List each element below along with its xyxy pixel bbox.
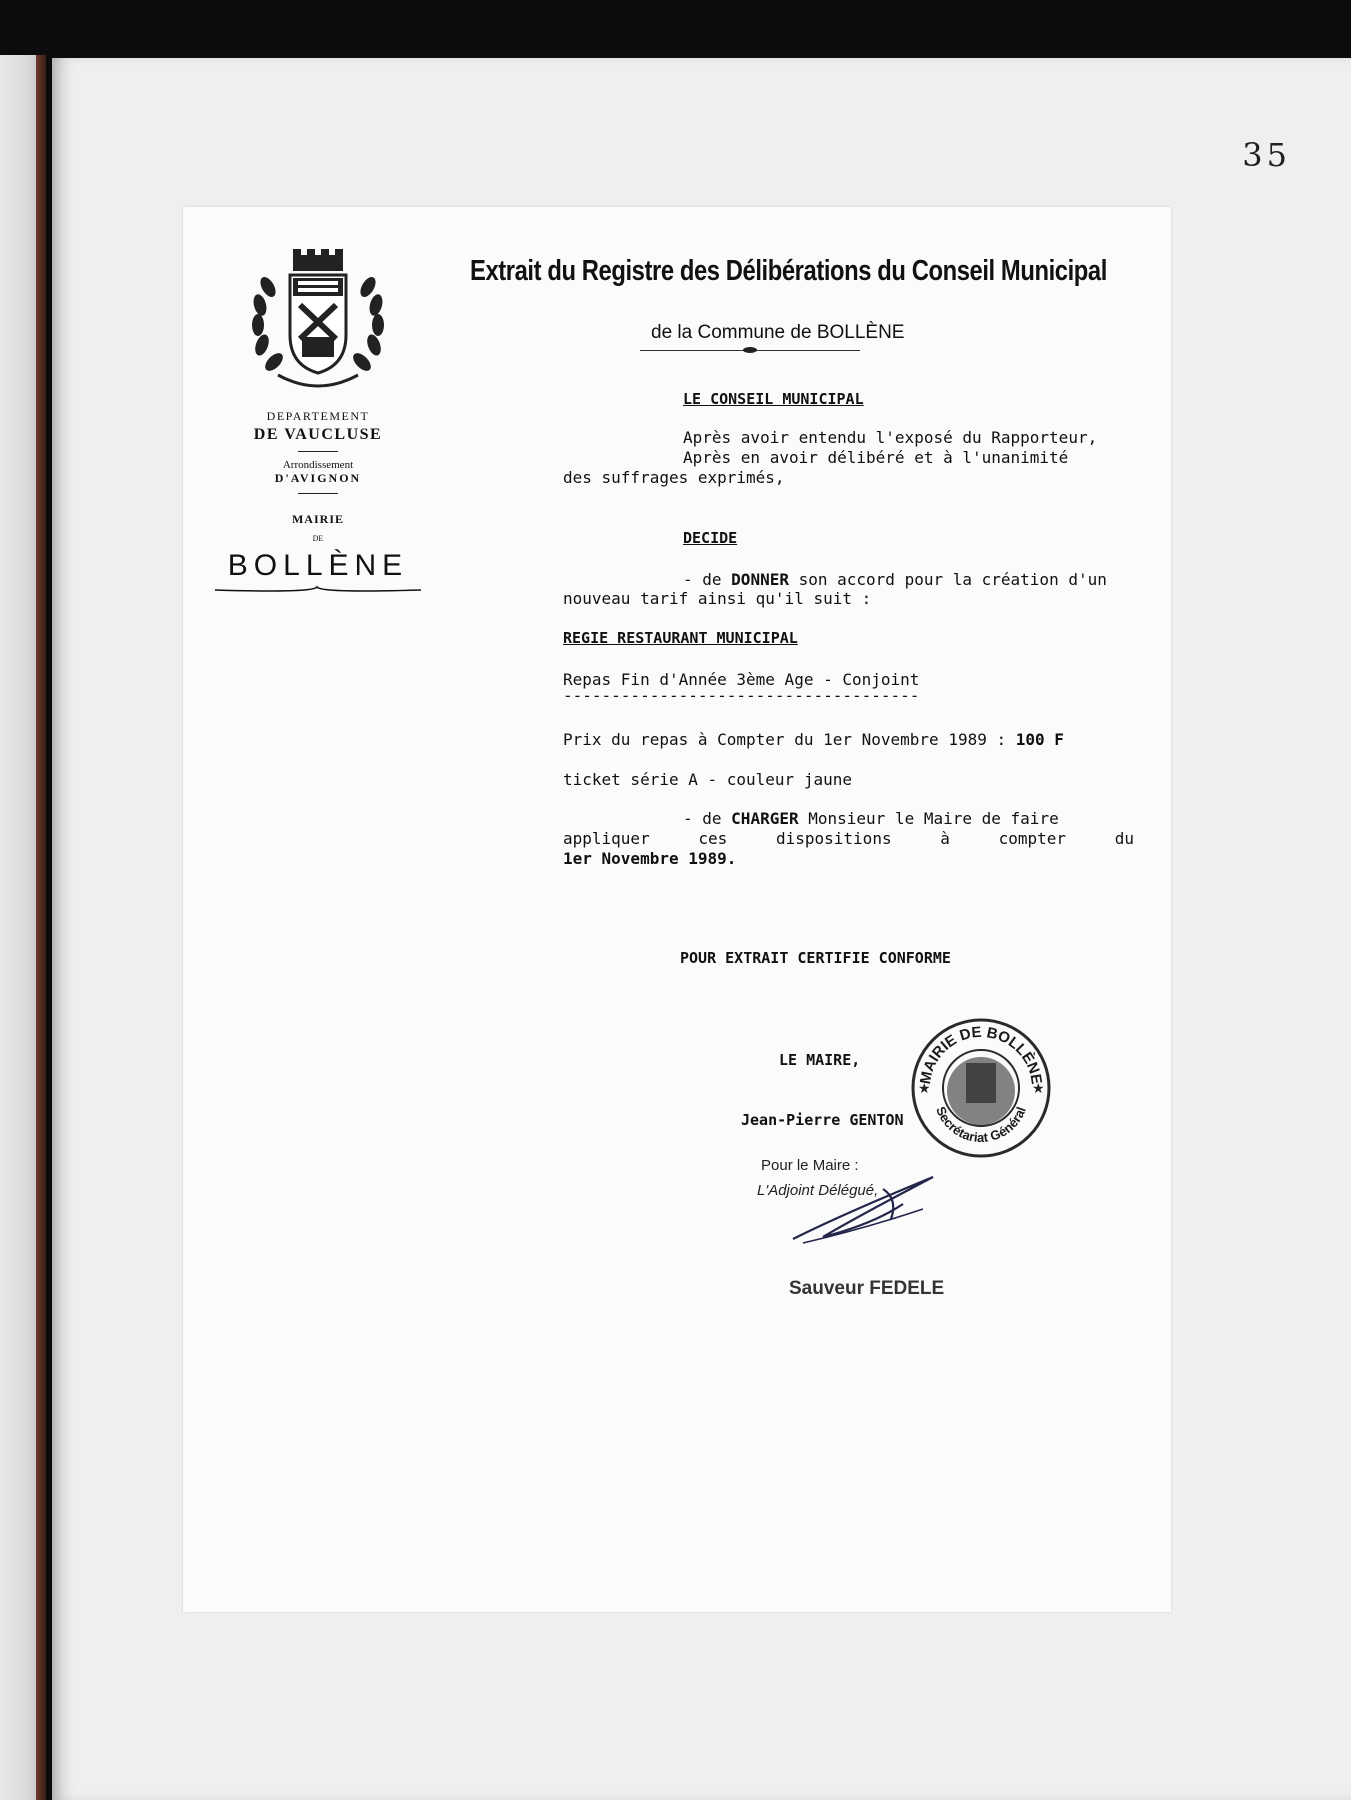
item2-line: appliquer ces dispositions à compter du	[563, 829, 1134, 848]
meal-underline: -------------------------------------	[563, 686, 920, 705]
official-stamp	[906, 1013, 1056, 1163]
mairie-label: MAIRIE	[291, 512, 344, 526]
certified-line: POUR EXTRAIT CERTIFIE CONFORME	[680, 949, 951, 967]
binder-edge	[0, 55, 40, 1800]
regie-heading: REGIE RESTAURANT MUNICIPAL	[563, 629, 798, 647]
item1-verb: DONNER	[731, 570, 789, 589]
price-text: Prix du repas à Compter du 1er Novembre 1989 :	[563, 730, 1007, 749]
pour-le-maire: Pour le Maire :	[761, 1157, 859, 1174]
department-label: DEPARTEMENT	[266, 409, 370, 423]
mayor-name: Jean-Pierre GENTON	[741, 1111, 904, 1129]
mairie-de: DE	[312, 534, 324, 543]
divider	[298, 451, 338, 452]
stamp-star-icon: ★	[1032, 1081, 1045, 1097]
arrondissement-name: D'AVIGNON	[274, 471, 362, 485]
meal-line: Repas Fin d'Année 3ème Age - Conjoint	[563, 670, 920, 689]
mayor-title: LE MAIRE,	[779, 1051, 861, 1069]
document-title: Extrait du Registre des Délibérations du Conseil Municipal	[470, 255, 1107, 287]
item2-verb: CHARGER	[731, 809, 799, 828]
adjoint-title: L'Adjoint Délégué,	[757, 1182, 879, 1199]
stamp-top-text: MAIRIE DE BOLLÈNE	[916, 1023, 1045, 1086]
item1-line	[683, 570, 1107, 589]
item2-rest: Monsieur le Maire de faire	[808, 809, 1059, 828]
arrondissement-label: Arrondissement	[282, 459, 354, 471]
letterhead	[203, 247, 433, 595]
preamble-line: des suffrages exprimés,	[563, 468, 785, 487]
item1-rest: son accord pour la création d'un	[798, 570, 1107, 589]
divider	[298, 493, 338, 494]
department-name: DE VAUCLUSE	[253, 426, 383, 443]
item2-prefix: - de	[683, 809, 722, 828]
swash-ornament	[213, 585, 423, 595]
ticket-line: ticket série A - couleur jaune	[563, 770, 852, 789]
binder-spine	[36, 55, 46, 1800]
council-heading: LE CONSEIL MUNICIPAL	[683, 390, 864, 408]
decide-heading: DECIDE	[683, 529, 738, 547]
item2-line: 1er Novembre 1989.	[563, 849, 737, 868]
subtitle-ornament	[743, 347, 757, 353]
item1-prefix: - de	[683, 570, 722, 589]
page-number: 35	[1242, 136, 1291, 174]
commune-name: BOLLÈNE	[227, 549, 409, 582]
handwritten-signature	[783, 1169, 943, 1249]
price-line	[563, 730, 1064, 749]
item1-line: nouveau tarif ainsi qu'il suit :	[563, 589, 872, 608]
stamp-star-icon: ★	[918, 1081, 931, 1097]
item2-line	[683, 809, 1059, 828]
stamp-bottom-text: Secrétariat Général	[933, 1104, 1029, 1146]
signer-name: Sauveur FEDELE	[789, 1278, 945, 1299]
deliberation-sheet	[183, 207, 1171, 1612]
preamble-line: Après en avoir délibéré et à l'unanimité	[683, 448, 1069, 467]
coat-of-arms-icon	[238, 247, 398, 397]
price-value: 100 F	[1015, 730, 1064, 749]
preamble-line: Après avoir entendu l'exposé du Rapporteur,	[683, 428, 1098, 447]
document-subtitle: de la Commune de BOLLÈNE	[651, 322, 905, 343]
